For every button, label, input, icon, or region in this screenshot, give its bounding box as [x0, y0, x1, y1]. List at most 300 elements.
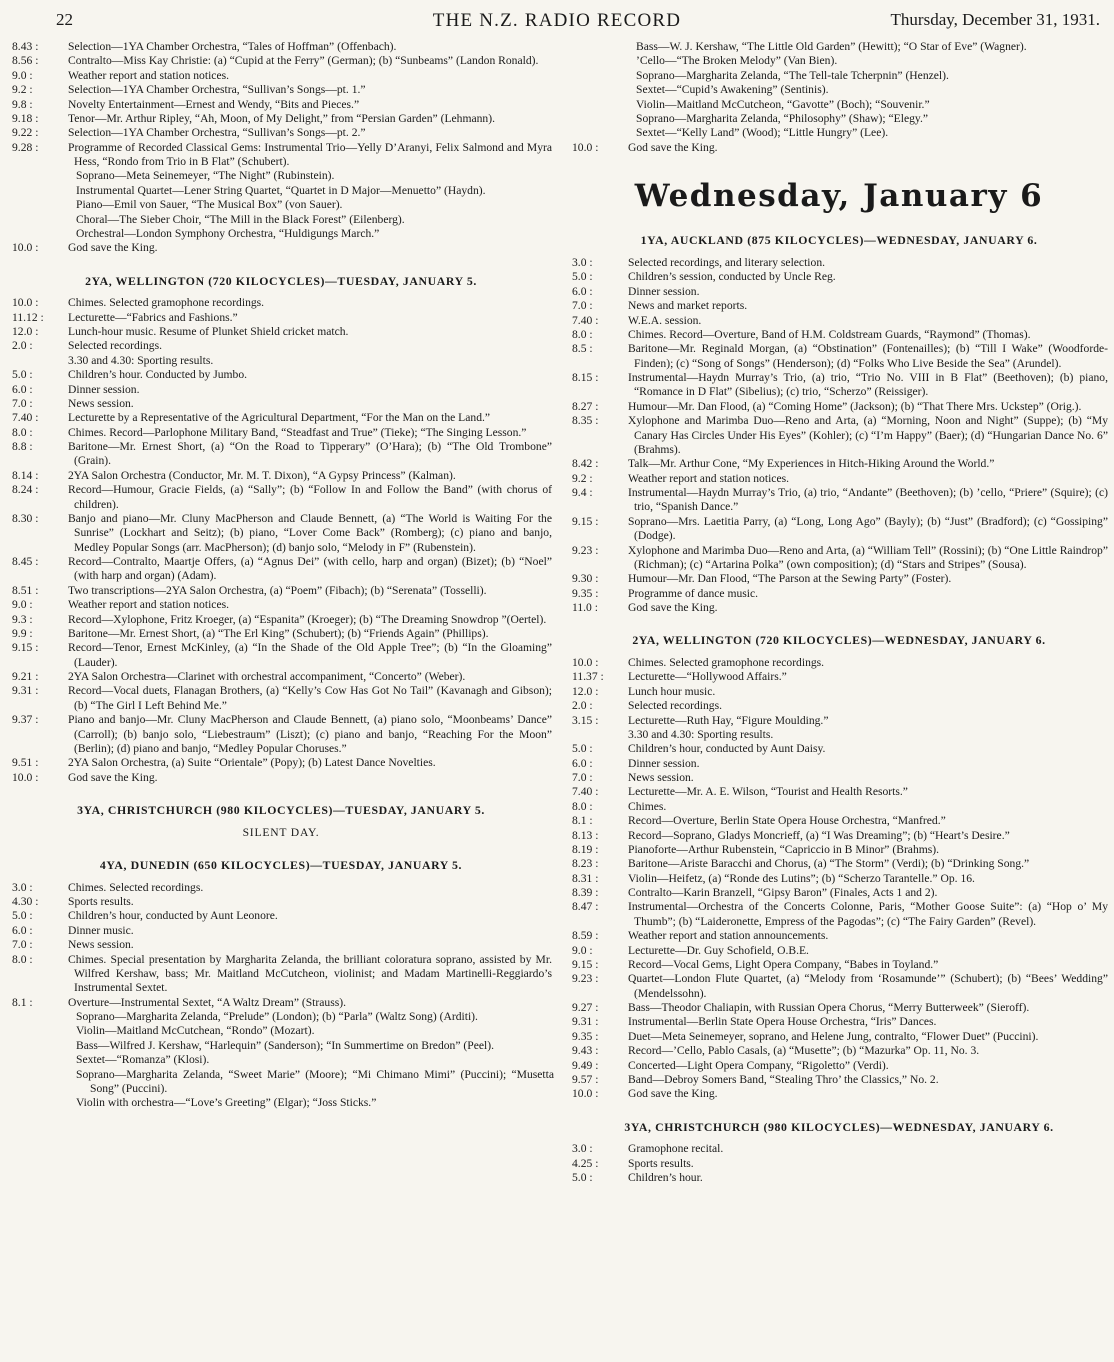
- entry-description: Banjo and piano—Mr. Cluny MacPherson and Claude Bennett, (a) “The World is Waiting For the Sunrise” (Lockhart and Seitz); (b) piano, “Lover Come Back” (Romberg); (c) piano and banjo, Medley Popular Songs (arr. MacPherson); (d) banjo solo, “Melody in F” (Rubenstein).: [68, 511, 552, 554]
- entry-description: Chimes.: [628, 799, 667, 813]
- programme-entry: [8, 325, 554, 339]
- separator: :: [592, 140, 599, 154]
- silent-day-note: SILENT DAY.: [242, 825, 320, 839]
- separator: :: [586, 771, 593, 785]
- entry-time: 8.47 :: [572, 900, 599, 914]
- entry-time: 9.15 :: [572, 957, 599, 971]
- separator: :: [32, 40, 39, 53]
- entry-time: 9.31 :: [12, 684, 39, 698]
- programme-entry: [568, 800, 1110, 814]
- entry-description: Selection—1YA Chamber Orchestra, “Sullivan’s Songs—pt. 1.”: [68, 83, 366, 97]
- entry-time: [568, 728, 628, 742]
- entry-description: Contralto—Miss Kay Christie: (a) “Cupid at the Ferry” (German); (b) “Sunbeams” (Landon Ronald).: [68, 54, 539, 68]
- entry-description: Selection—1YA Chamber Orchestra, “Sullivan’s Songs—pt. 2.”: [68, 126, 366, 140]
- entry-time: 8.0 :: [12, 952, 33, 966]
- programme-entry: [568, 872, 1110, 886]
- entry-description: Humour—Mr. Dan Flood, (a) “Coming Home” (Jackson); (b) “That There Mrs. Uckstep” (Orig.).: [628, 399, 1082, 413]
- programme-entry: [8, 756, 554, 770]
- separator: :: [592, 514, 599, 528]
- entry-time: 8.56 :: [12, 54, 39, 68]
- section-heading-4ya-tuesday: 4YA, DUNEDIN (650 KILOCYCLES)—TUESDAY, JANUARY 5.: [99, 858, 463, 872]
- entry-time: 4.25 :: [572, 1156, 599, 1170]
- programme-entry: [8, 141, 554, 170]
- entry-time: 9.27 :: [572, 1001, 599, 1015]
- entry-time: 9.22 :: [12, 126, 39, 140]
- separator: :: [592, 399, 599, 413]
- programme-entry: [8, 598, 554, 612]
- sub-item: Soprano—Margharita Zelanda, “Prelude” (London); (b) “Parla” (Waltz Song) (Arditi).: [76, 1010, 478, 1023]
- entry-description: Record—Contralto, Maartje Offers, (a) “Agnus Dei” (with cello, harp and organ) (Bizet); (b) “Noel” (with harp and organ) (Adam).: [68, 555, 552, 583]
- entry-description: Novelty Entertainment—Ernest and Wendy, “Bits and Pieces.”: [68, 97, 360, 111]
- entry-description: W.E.A. session.: [628, 313, 702, 327]
- separator: :: [32, 126, 39, 140]
- separator: :: [32, 325, 39, 338]
- separator: :: [586, 299, 593, 313]
- dunedin-tuesday-programme: [8, 881, 554, 1010]
- separator: :: [586, 742, 593, 756]
- separator: :: [592, 900, 599, 914]
- programme-entry: [8, 512, 554, 555]
- entry-time: 7.0 :: [12, 396, 33, 410]
- programme-entry: [8, 69, 554, 83]
- entry-description: Selection—1YA Chamber Orchestra, “Tales of Hoffman” (Offenbach).: [68, 40, 397, 53]
- programme-entry: [568, 285, 1110, 299]
- entry-time: 8.35 :: [572, 414, 599, 428]
- entry-time: 5.0 :: [572, 1171, 593, 1185]
- programme-entry: [568, 944, 1110, 958]
- programme-entry: [568, 457, 1110, 471]
- programme-entry: [8, 241, 554, 255]
- separator: :: [26, 368, 33, 382]
- entry-time: 9.0 :: [12, 68, 33, 82]
- entry-time: 8.1 :: [572, 814, 593, 828]
- programme-entry: [8, 354, 554, 368]
- separator: :: [32, 756, 39, 770]
- separator: :: [586, 699, 593, 713]
- entry-description: Gramophone recital.: [628, 1142, 724, 1156]
- programme-entry: [568, 685, 1110, 699]
- programme-entry: [568, 714, 1110, 728]
- section-heading-3ya-wednesday: 3YA, CHRISTCHURCH (980 KILOCYCLES)—WEDNESDAY, JANUARY 6.: [624, 1119, 1054, 1134]
- programme-entry: [8, 469, 554, 483]
- separator: :: [586, 256, 593, 270]
- programme-entry: [568, 572, 1110, 586]
- separator: :: [592, 371, 599, 385]
- entry-description: Band—Debroy Somers Band, “Stealing Thro’ the Classics,” No. 2.: [628, 1072, 939, 1086]
- separator: :: [32, 140, 39, 154]
- entry-description: Weather report and station notices.: [68, 68, 229, 82]
- left-column: [8, 40, 554, 1111]
- programme-entry: [568, 742, 1110, 756]
- entry-time: 10.0 :: [572, 656, 599, 670]
- entry-time: 8.5 :: [572, 342, 593, 356]
- entry-time: 11.12 :: [12, 310, 44, 324]
- entry-description: Instrumental—Haydn Murray’s Trio, (a) trio, “Trio No. VIII in B Flat” (Beethoven); (b) piano, “Romance in D Flat” (Sibelius); (c) trio, “Scherzo” (Reissiger).: [628, 371, 1108, 399]
- entry-time: 8.13 :: [572, 828, 599, 842]
- programme-entry: [568, 771, 1110, 785]
- programme-entry: [568, 1059, 1110, 1073]
- entry-description: Selected recordings.: [628, 699, 723, 713]
- programme-entry: [568, 1087, 1110, 1101]
- programme-entry: [8, 895, 554, 909]
- programme-entry: [8, 938, 554, 952]
- entry-description: Pianoforte—Arthur Rubenstein, “Capriccio in B Minor” (Brahms).: [628, 842, 940, 856]
- separator: :: [32, 684, 39, 698]
- entry-time: 9.21 :: [12, 670, 39, 683]
- issue-date: Thursday, December 31, 1931.: [890, 10, 1100, 29]
- wellington-tuesday-programme: [8, 296, 554, 785]
- entry-time: 2.0 :: [12, 339, 33, 353]
- entry-time: 8.59 :: [572, 929, 599, 943]
- masthead-title: THE N.Z. RADIO RECORD: [432, 10, 682, 31]
- entry-time: 3.15 :: [572, 713, 599, 727]
- section-heading-3ya-tuesday: 3YA, CHRISTCHURCH (980 KILOCYCLES)—TUESDAY, JANUARY 5.: [77, 803, 485, 817]
- entry-time: 9.15 :: [12, 641, 39, 655]
- programme-entry: [568, 314, 1110, 328]
- programme-entry: [568, 958, 1110, 972]
- separator: :: [592, 572, 599, 586]
- separator: :: [586, 1142, 593, 1156]
- programme-entry: [568, 857, 1110, 871]
- separator: :: [32, 641, 39, 655]
- entry-time: 9.23 :: [572, 972, 599, 986]
- sub-item: Bass—W. J. Kershaw, “The Little Old Garden” (Hewitt); “O Star of Eve” (Wagner).: [636, 40, 1027, 53]
- sub-item: Soprano—Margharita Zelanda, “The Tell-tale Tcherpnin” (Henzel).: [636, 68, 949, 82]
- separator: :: [592, 957, 599, 971]
- separator: :: [586, 471, 593, 485]
- entry-description: Record—Soprano, Gladys Moncrieff, (a) “I Was Dreaming”; (b) “Heart’s Desire.”: [628, 828, 1010, 842]
- entry-time: 8.8 :: [12, 440, 33, 453]
- separator: :: [592, 972, 599, 986]
- entry-time: 8.0 :: [572, 327, 593, 341]
- programme-entry: [568, 414, 1110, 457]
- programme-entry: [568, 400, 1110, 414]
- entry-description: Lecturette by a Representative of the Agricultural Department, “For the Man on the Land.”: [68, 411, 491, 425]
- sub-item: Soprano—Margharita Zelanda, “Sweet Marie” (Moore); “Mi Chimano Mimi” (Puccini); “Musetta Song” (Puccini).: [76, 1067, 554, 1095]
- programme-entry: [568, 728, 1110, 742]
- separator: :: [32, 555, 39, 568]
- entry-time: 9.18 :: [12, 111, 39, 125]
- entry-time: 8.51 :: [12, 583, 39, 597]
- entry-description: Dinner session.: [628, 284, 700, 298]
- programme-entry: [8, 953, 554, 996]
- entry-time: 8.24 :: [12, 483, 39, 497]
- day-heading: Wednesday, January 6: [634, 178, 1044, 214]
- section-heading-1ya-wednesday: 1YA, AUCKLAND (875 KILOCYCLES)—WEDNESDAY, JANUARY 6.: [640, 233, 1038, 248]
- entry-time: 6.0 :: [572, 756, 593, 770]
- entry-description: Record—’Cello, Pablo Casals, (a) “Musette”; (b) “Mazurka” Op. 11, No. 3.: [628, 1044, 980, 1058]
- entry-description: Programme of Recorded Classical Gems: Instrumental Trio—Yelly D’Aranyi, Felix Salmond and Myra Hess, “Rondo from Trio in B Flat” (Schubert).: [68, 140, 552, 168]
- entry-description: God save the King.: [68, 770, 158, 784]
- programme-entry: [568, 342, 1110, 371]
- entry-time: 8.0 :: [572, 799, 593, 813]
- entry-description: 2YA Salon Orchestra, (a) Suite “Orientale” (Popy); (b) Latest Dance Novelties.: [68, 756, 436, 770]
- entry-description: Xylophone and Marimba Duo—Reno and Arta, (a) “William Tell” (Rossini); (b) “One Little Raindrop” (Richman); (c) “Artarina Polka” (own composition); (d) “Stars and Stripes” (Sousa).: [628, 543, 1108, 571]
- separator: :: [26, 952, 33, 966]
- separator: :: [586, 486, 593, 500]
- entry-description: Lecturette—“Hollywood Affairs.”: [628, 670, 787, 684]
- programme-entry: [8, 924, 554, 938]
- entry-description: Tenor—Mr. Arthur Ripley, “Ah, Moon, of My Delight,” from “Persian Garden” (Lehmann).: [68, 111, 495, 125]
- entry-description: Bass—Theodor Chaliapin, with Russian Opera Chorus, “Merry Butterweek” (Sieroff).: [628, 1001, 1030, 1015]
- programme-entry: [8, 40, 554, 54]
- wellington-wednesday-programme: [568, 656, 1110, 1102]
- programme-entry: [8, 440, 554, 469]
- entry-description: Chimes. Selected gramophone recordings.: [628, 656, 825, 670]
- sub-item: Sextet—“Cupid’s Awakening” (Sentinis).: [636, 83, 829, 97]
- entry-time: 8.45 :: [12, 555, 39, 568]
- programme-entry: [8, 383, 554, 397]
- entry-time: 7.0 :: [572, 299, 593, 313]
- sub-item: Piano—Emil von Sauer, “The Musical Box” (von Sauer).: [76, 198, 343, 212]
- programme-entry: [568, 829, 1110, 843]
- entry-time: 9.15 :: [572, 514, 599, 528]
- entry-time: 9.28 :: [12, 140, 39, 154]
- entry-time: 9.8 :: [12, 97, 33, 111]
- entry-time: 8.30 :: [12, 511, 39, 525]
- programme-entry: [8, 613, 554, 627]
- entry-description: Chimes. Record—Parlophone Military Band, “Steadfast and True” (Tieke); “The Singing Lesson.”: [68, 425, 527, 439]
- programme-entry: [568, 1073, 1110, 1087]
- entry-description: Children’s hour, conducted by Aunt Daisy.: [628, 742, 826, 756]
- programme-entry: [568, 757, 1110, 771]
- entry-description: Children’s hour, conducted by Aunt Leonore.: [68, 909, 278, 923]
- entry-time: 6.0 :: [12, 923, 33, 937]
- entry-description: Record—Vocal Gems, Light Opera Company, “Babes in Toyland.”: [628, 957, 939, 971]
- separator: :: [26, 97, 33, 111]
- separator: :: [32, 583, 39, 597]
- separator: :: [592, 713, 599, 727]
- entry-time: 8.19 :: [572, 842, 599, 856]
- entry-time: 8.1 :: [12, 995, 33, 1009]
- programme-entry: [568, 656, 1110, 670]
- separator: :: [32, 54, 39, 68]
- entry-description: Dinner music.: [68, 923, 134, 937]
- separator: :: [586, 943, 593, 957]
- programme-entry: [568, 256, 1110, 270]
- programme-entry: [568, 699, 1110, 713]
- programme-entry: [8, 670, 554, 684]
- entry-description: Dinner session.: [628, 756, 700, 770]
- sub-item: ’Cello—“The Broken Melody” (Van Bien).: [636, 54, 838, 68]
- programme-entry: [8, 411, 554, 425]
- entry-time: 10.0 :: [572, 140, 599, 154]
- separator: :: [592, 684, 599, 698]
- separator: :: [592, 1156, 599, 1170]
- entry-time: 9.49 :: [572, 1058, 599, 1072]
- entry-description: Chimes. Selected recordings.: [68, 880, 204, 894]
- entry-description: Weather report and station announcements.: [628, 929, 829, 943]
- sub-item: Violin—Maitland McCutcheon, “Gavotte” (Boch); “Souvenir.”: [636, 97, 930, 111]
- entry-time: 8.39 :: [572, 886, 599, 900]
- separator: :: [592, 414, 599, 428]
- programme-entry: [568, 299, 1110, 313]
- tuesday-auckland-continued: [8, 40, 554, 169]
- separator: :: [32, 241, 39, 255]
- separator: :: [26, 938, 33, 952]
- entry-description: Instrumental—Orchestra of the Concerts Colonne, Paris, “Mother Goose Suite”: (a) “Hop o’ My Thumb”; (b) “Laideronette, Empress of the Pagodas”; (c) “The Fairy Garden” (Revel).: [628, 900, 1108, 928]
- entry-description: Overture—Instrumental Sextet, “A Waltz Dream” (Strauss).: [68, 995, 346, 1009]
- programme-entry: [8, 83, 554, 97]
- programme-entry: [568, 587, 1110, 601]
- separator: :: [32, 895, 39, 908]
- programme-entry: [568, 1001, 1110, 1015]
- entry-time: 10.0 :: [12, 241, 39, 255]
- separator: :: [26, 425, 33, 439]
- separator: :: [32, 713, 39, 727]
- sub-item: Sextet—“Romanza” (Klosi).: [76, 1053, 210, 1067]
- entry-time: 7.40 :: [572, 313, 599, 327]
- entry-time: 7.40 :: [572, 785, 599, 799]
- separator: :: [592, 1087, 599, 1101]
- entry-time: 5.0 :: [572, 742, 593, 756]
- entry-description: Instrumental—Berlin State Opera House Orchestra, “Iris” Dances.: [628, 1015, 937, 1029]
- separator: :: [592, 828, 599, 842]
- separator: :: [26, 68, 33, 82]
- programme-entry: [568, 972, 1110, 1001]
- entry-description: News session.: [68, 396, 134, 410]
- programme-entry: [8, 483, 554, 512]
- separator: :: [592, 1072, 599, 1086]
- entry-time: 8.27 :: [572, 399, 599, 413]
- entry-time: 9.43 :: [572, 1044, 599, 1058]
- entry-time: 12.0 :: [12, 325, 39, 338]
- programme-entry: [8, 641, 554, 670]
- entry-description: God save the King.: [68, 241, 158, 255]
- separator: :: [592, 586, 599, 600]
- separator: :: [592, 886, 599, 900]
- sub-item: Sextet—“Kelly Land” (Wood); “Little Hungry” (Lee).: [636, 126, 889, 140]
- programme-entry: [568, 1157, 1110, 1171]
- closing-entry: [8, 241, 554, 255]
- entry-description: Soprano—Mrs. Laetitia Parry, (a) “Long, Long Ago” (Bayly); (b) “Just” (Bradford); (c) “Gossiping” (Dodge).: [628, 514, 1108, 543]
- separator: :: [32, 670, 39, 683]
- programme-entry: [568, 843, 1110, 857]
- separator: :: [26, 382, 33, 396]
- separator: :: [592, 857, 599, 871]
- entry-time: 5.0 :: [12, 909, 33, 923]
- entry-description: News session.: [628, 771, 694, 785]
- entry-time: 6.0 :: [12, 382, 33, 396]
- entry-time: 9.51 :: [12, 756, 39, 770]
- entry-time: 9.30 :: [572, 572, 599, 586]
- entry-time: 8.15 :: [572, 371, 599, 385]
- separator: :: [26, 612, 33, 626]
- entry-time: 9.3 :: [12, 612, 33, 626]
- separator: :: [592, 1015, 599, 1029]
- programme-entry: [568, 472, 1110, 486]
- programme-entry: [8, 397, 554, 411]
- entry-description: Lecturette—“Fabrics and Fashions.”: [68, 310, 238, 324]
- sub-item: Bass—Wilfred J. Kershaw, “Harlequin” (Sanderson); “In Summertime on Bredon” (Peel).: [76, 1038, 494, 1052]
- separator: :: [26, 923, 33, 937]
- programme-entry: [8, 54, 554, 68]
- separator: :: [32, 411, 39, 425]
- programme-entry: [8, 296, 554, 310]
- dunedin-recital-continued: [568, 40, 1110, 141]
- entry-time: 2.0 :: [572, 699, 593, 713]
- entry-description: Baritone—Mr. Reginald Morgan, (a) “Obstination” (Fontenailles); (b) “Till I Wake” (Woodforde-Finden); (c) “Song of Songs” (Henderson); (d) “Folks Who Live Beside the Sea” (Arundel).: [628, 342, 1108, 370]
- separator: :: [592, 457, 599, 471]
- separator: :: [26, 909, 33, 923]
- entry-time: 9.2 :: [572, 471, 593, 485]
- entry-time: 8.42 :: [572, 457, 599, 471]
- entry-description: Record—Humour, Gracie Fields, (a) “Sally”; (b) “Follow In and Follow the Band” (with chorus of children).: [68, 483, 552, 511]
- programme-entry: [568, 515, 1110, 544]
- separator: :: [37, 310, 44, 324]
- entry-description: Selected recordings.: [68, 339, 163, 353]
- entry-description: Baritone—Mr. Ernest Short, (a) “On the Road to Tipperary” (O’Hara); (b) “The Old Trombone” (Grain).: [68, 440, 552, 468]
- entry-description: Contralto—Karin Branzell, “Gipsy Baron” (Finales, Acts 1 and 2).: [628, 886, 938, 900]
- entry-description: Duet—Meta Seinemeyer, soprano, and Helene Jung, contralto, “Flower Duet” (Puccini).: [628, 1029, 1039, 1043]
- entry-description: Chimes. Selected gramophone recordings.: [68, 296, 265, 310]
- separator: :: [592, 656, 599, 670]
- separator: :: [32, 296, 39, 310]
- entry-time: 8.43 :: [12, 40, 39, 53]
- programme-entry: [8, 713, 554, 756]
- programme-entry: [8, 627, 554, 641]
- programme-entry: [568, 785, 1110, 799]
- separator: :: [586, 284, 593, 298]
- entry-description: Selected recordings, and literary selection.: [628, 256, 826, 270]
- entry-description: Record—Overture, Berlin State Opera House Orchestra, “Manfred.”: [628, 814, 946, 828]
- right-column: [568, 40, 1110, 1185]
- entry-description: 3.30 and 4.30: Sporting results.: [68, 353, 214, 367]
- entry-description: Record—Vocal duets, Flanagan Brothers, (a) “Kelly’s Cow Has Got No Tail” (Kavanagh and Gibson); (b) “The Girl I Left Behind Me.”: [68, 684, 552, 712]
- separator: :: [586, 1171, 593, 1185]
- entry-description: News session.: [68, 938, 134, 952]
- entry-description: Programme of dance music.: [628, 586, 759, 600]
- separator: :: [586, 270, 593, 284]
- entry-description: Xylophone and Marimba Duo—Reno and Arta, (a) “Morning, Noon and Night” (Suppe); (b) “My Canary Has Circles Under His Eyes” (Kohler); (c) “I’m Happy” (Baer); (d) “Hungarian Dance No. 6” (Brahms).: [628, 414, 1108, 456]
- entry-description: Chimes. Record—Overture, Band of H.M. Coldstream Guards, “Raymond” (Thomas).: [628, 327, 1031, 341]
- separator: :: [26, 339, 33, 353]
- entry-description: 2YA Salon Orchestra (Conductor, Mr. M. T. Dixon), “A Gypsy Princess” (Kalman).: [68, 468, 456, 482]
- entry-description: Sports results.: [68, 895, 134, 908]
- entry-description: Concerted—Light Opera Company, “Rigoletto” (Verdi).: [628, 1058, 889, 1072]
- programme-entry: [8, 996, 554, 1010]
- sub-item: Soprano—Margharita Zelanda, “Philosophy” (Shaw); “Elegy.”: [636, 111, 929, 125]
- entry-description: Children’s hour. Conducted by Jumbo.: [68, 368, 248, 382]
- programme-entry: [8, 881, 554, 895]
- entry-time: 10.0 :: [12, 770, 39, 784]
- entry-time: 11.37 :: [572, 670, 604, 684]
- separator: :: [592, 929, 599, 943]
- programme-entry: [568, 929, 1110, 943]
- programme-entry: [568, 371, 1110, 400]
- entry-description: Chimes. Special presentation by Margharita Zelanda, the brilliant coloratura soprano, assisted by Mr. Wilfred Kershaw, bass; Mr. Maitland McCutcheon, violinist; and Madam Martinelli-Reggiardo’s Instrumental Sextet.: [68, 952, 552, 995]
- entry-description: Weather report and station notices.: [68, 598, 229, 612]
- entry-time: 11.0 :: [572, 601, 598, 615]
- separator: :: [592, 1001, 599, 1015]
- entry-time: 3.0 :: [572, 1142, 593, 1156]
- entry-description: Talk—Mr. Arthur Cone, “My Experiences in Hitch-Hiking Around the World.”: [628, 457, 995, 471]
- entry-description: Violin—Heifetz, (a) “Ronde des Lutins”; (b) “Scherzo Tarantelle.” Op. 16.: [628, 871, 975, 885]
- separator: :: [586, 756, 593, 770]
- entry-time: 10.0 :: [572, 1087, 599, 1101]
- page-number: 22: [56, 10, 73, 29]
- programme-entry: [568, 1142, 1110, 1156]
- entry-description: Record—Tenor, Ernest McKinley, (a) “In the Shade of the Old Apple Tree”; (b) “In the Gloaming” (Lauder).: [68, 641, 552, 669]
- entry-description: Weather report and station notices.: [628, 471, 789, 485]
- entry-description: Dinner session.: [68, 382, 140, 396]
- programme-entry: [8, 126, 554, 140]
- separator: :: [26, 880, 33, 894]
- separator: :: [586, 814, 593, 828]
- separator: :: [32, 511, 39, 525]
- entry-description: Quartet—London Flute Quartet, (a) “Melody from ‘Rosamunde’” (Schubert); (b) “Bees’ Wedding” (Mendelssohn).: [628, 972, 1108, 1000]
- entry-time: 3.0 :: [12, 880, 33, 894]
